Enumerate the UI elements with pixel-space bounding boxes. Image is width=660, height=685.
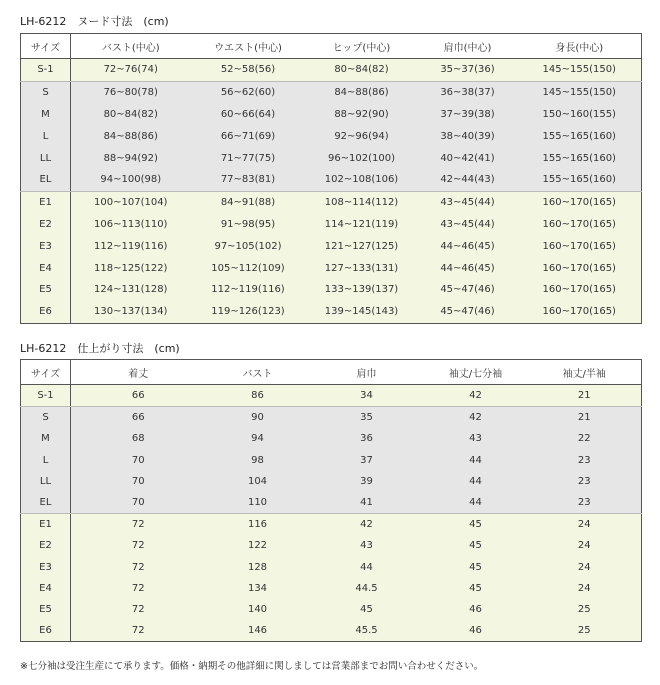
size-cell: E2 [21,214,71,236]
value-cell: 121~127(125) [306,235,418,257]
size-cell: EL [21,492,71,514]
table-row [21,471,642,492]
value-cell: 98 [206,450,310,471]
value-cell: 76~80(78) [71,81,191,103]
table-row [21,81,642,103]
value-cell: 35 [310,407,424,429]
value-cell: 160~170(165) [518,191,642,213]
table-row [21,104,642,126]
value-cell: 116 [206,514,310,536]
column-header: サイズ [21,360,71,385]
table-header-row [21,34,642,59]
table-row [21,279,642,301]
value-cell: 150~160(155) [518,104,642,126]
value-cell: 60~66(64) [191,104,306,126]
value-cell: 24 [528,514,642,536]
value-cell: 72 [71,599,206,620]
value-cell: 100~107(104) [71,191,191,213]
column-header: 袖丈/半袖 [528,360,642,385]
value-cell: 155~165(160) [518,169,642,191]
value-cell: 88~92(90) [306,104,418,126]
value-cell: 43~45(44) [418,191,518,213]
size-cell: E6 [21,620,71,642]
value-cell: 145~155(150) [518,81,642,103]
finished-size-title: LH-6212 仕上がり寸法 (cm) [20,342,180,355]
value-cell: 44 [424,471,528,492]
value-cell: 96~102(100) [306,147,418,169]
value-cell: 66 [71,407,206,429]
value-cell: 72 [71,514,206,536]
table-row [21,599,642,620]
table-row [21,492,642,514]
value-cell: 70 [71,492,206,514]
value-cell: 46 [424,599,528,620]
value-cell: 24 [528,535,642,556]
value-cell: 45 [310,599,424,620]
value-cell: 80~84(82) [71,104,191,126]
value-cell: 114~121(119) [306,214,418,236]
value-cell: 77~83(81) [191,169,306,191]
value-cell: 160~170(165) [518,301,642,323]
size-cell: E4 [21,257,71,279]
column-header: サイズ [21,34,71,59]
value-cell: 118~125(122) [71,257,191,279]
value-cell: 110 [206,492,310,514]
value-cell: 102~108(106) [306,169,418,191]
value-cell: 94~100(98) [71,169,191,191]
column-header: 袖丈/七分袖 [424,360,528,385]
value-cell: 36~38(37) [418,81,518,103]
value-cell: 42~44(43) [418,169,518,191]
value-cell: 43 [310,535,424,556]
value-cell: 44 [424,492,528,514]
size-cell: E3 [21,235,71,257]
value-cell: 42 [310,514,424,536]
value-cell: 40~42(41) [418,147,518,169]
value-cell: 130~137(134) [71,301,191,323]
value-cell: 94 [206,428,310,449]
value-cell: 160~170(165) [518,279,642,301]
value-cell: 160~170(165) [518,235,642,257]
value-cell: 45 [424,514,528,536]
value-cell: 127~133(131) [306,257,418,279]
value-cell: 37~39(38) [418,104,518,126]
value-cell: 86 [206,385,310,407]
value-cell: 24 [528,578,642,599]
size-cell: E4 [21,578,71,599]
value-cell: 84~91(88) [191,191,306,213]
value-cell: 21 [528,385,642,407]
value-cell: 128 [206,557,310,578]
value-cell: 44 [310,557,424,578]
value-cell: 119~126(123) [191,301,306,323]
size-cell: E5 [21,599,71,620]
column-header: ヒップ(中心) [306,34,418,59]
value-cell: 23 [528,450,642,471]
value-cell: 36 [310,428,424,449]
value-cell: 68 [71,428,206,449]
value-cell: 23 [528,471,642,492]
column-header: 肩巾(中心) [418,34,518,59]
value-cell: 106~113(110) [71,214,191,236]
value-cell: 45 [424,535,528,556]
size-cell: E3 [21,557,71,578]
value-cell: 84~88(86) [306,81,418,103]
size-cell: E6 [21,301,71,323]
value-cell: 70 [71,471,206,492]
value-cell: 43~45(44) [418,214,518,236]
table-row [21,169,642,191]
value-cell: 21 [528,407,642,429]
size-cell: L [21,450,71,471]
value-cell: 35~37(36) [418,59,518,82]
table-row [21,620,642,642]
table-row [21,214,642,236]
size-cell: S-1 [21,59,71,82]
size-cell: LL [21,471,71,492]
value-cell: 97~105(102) [191,235,306,257]
column-header: 肩巾 [310,360,424,385]
value-cell: 39 [310,471,424,492]
table-row [21,59,642,82]
value-cell: 56~62(60) [191,81,306,103]
size-cell: E2 [21,535,71,556]
value-cell: 45~47(46) [418,279,518,301]
value-cell: 45 [424,578,528,599]
size-cell: E1 [21,514,71,536]
table-row [21,407,642,429]
value-cell: 23 [528,492,642,514]
column-header: ウエスト(中心) [191,34,306,59]
value-cell: 66~71(69) [191,125,306,147]
finished-size-table [20,359,642,642]
table-row [21,385,642,407]
nude-size-table [20,33,642,324]
value-cell: 46 [424,620,528,642]
column-header: バスト(中心) [71,34,191,59]
value-cell: 80~84(82) [306,59,418,82]
value-cell: 133~139(137) [306,279,418,301]
value-cell: 25 [528,620,642,642]
table-row [21,257,642,279]
table-row [21,450,642,471]
value-cell: 43 [424,428,528,449]
value-cell: 72 [71,535,206,556]
size-cell: L [21,125,71,147]
value-cell: 37 [310,450,424,471]
table-row [21,578,642,599]
value-cell: 88~94(92) [71,147,191,169]
value-cell: 42 [424,407,528,429]
size-cell: S [21,81,71,103]
size-cell: M [21,428,71,449]
value-cell: 122 [206,535,310,556]
value-cell: 140 [206,599,310,620]
value-cell: 44~46(45) [418,235,518,257]
value-cell: 112~119(116) [71,235,191,257]
value-cell: 42 [424,385,528,407]
value-cell: 41 [310,492,424,514]
table-row [21,514,642,536]
value-cell: 52~58(56) [191,59,306,82]
value-cell: 112~119(116) [191,279,306,301]
value-cell: 124~131(128) [71,279,191,301]
value-cell: 84~88(86) [71,125,191,147]
table-row [21,428,642,449]
value-cell: 155~165(160) [518,147,642,169]
size-cell: M [21,104,71,126]
value-cell: 24 [528,557,642,578]
footnote: ※七分袖は受注生産にて承ります。価格・納期その他詳細に関しましては営業部までお問い合わせください。 [20,661,484,672]
value-cell: 34 [310,385,424,407]
value-cell: 45~47(46) [418,301,518,323]
value-cell: 72 [71,620,206,642]
table-row [21,191,642,213]
table-header-row [21,360,642,385]
value-cell: 72 [71,578,206,599]
value-cell: 92~96(94) [306,125,418,147]
value-cell: 66 [71,385,206,407]
value-cell: 108~114(112) [306,191,418,213]
value-cell: 134 [206,578,310,599]
value-cell: 45 [424,557,528,578]
value-cell: 44.5 [310,578,424,599]
table-row [21,125,642,147]
table-row [21,301,642,323]
value-cell: 71~77(75) [191,147,306,169]
size-cell: EL [21,169,71,191]
value-cell: 70 [71,450,206,471]
table-row [21,147,642,169]
value-cell: 22 [528,428,642,449]
value-cell: 44~46(45) [418,257,518,279]
column-header: バスト [206,360,310,385]
value-cell: 25 [528,599,642,620]
value-cell: 105~112(109) [191,257,306,279]
table-row [21,557,642,578]
value-cell: 91~98(95) [191,214,306,236]
value-cell: 104 [206,471,310,492]
table-row [21,535,642,556]
value-cell: 146 [206,620,310,642]
column-header: 身長(中心) [518,34,642,59]
value-cell: 160~170(165) [518,214,642,236]
value-cell: 38~40(39) [418,125,518,147]
value-cell: 160~170(165) [518,257,642,279]
table-row [21,235,642,257]
size-cell: S [21,407,71,429]
nude-size-title: LH-6212 ヌード寸法 (cm) [20,15,169,28]
value-cell: 90 [206,407,310,429]
column-header: 着丈 [71,360,206,385]
value-cell: 72~76(74) [71,59,191,82]
value-cell: 145~155(150) [518,59,642,82]
value-cell: 72 [71,557,206,578]
size-cell: E5 [21,279,71,301]
size-cell: LL [21,147,71,169]
value-cell: 44 [424,450,528,471]
size-cell: E1 [21,191,71,213]
value-cell: 45.5 [310,620,424,642]
size-cell: S-1 [21,385,71,407]
value-cell: 155~165(160) [518,125,642,147]
value-cell: 139~145(143) [306,301,418,323]
